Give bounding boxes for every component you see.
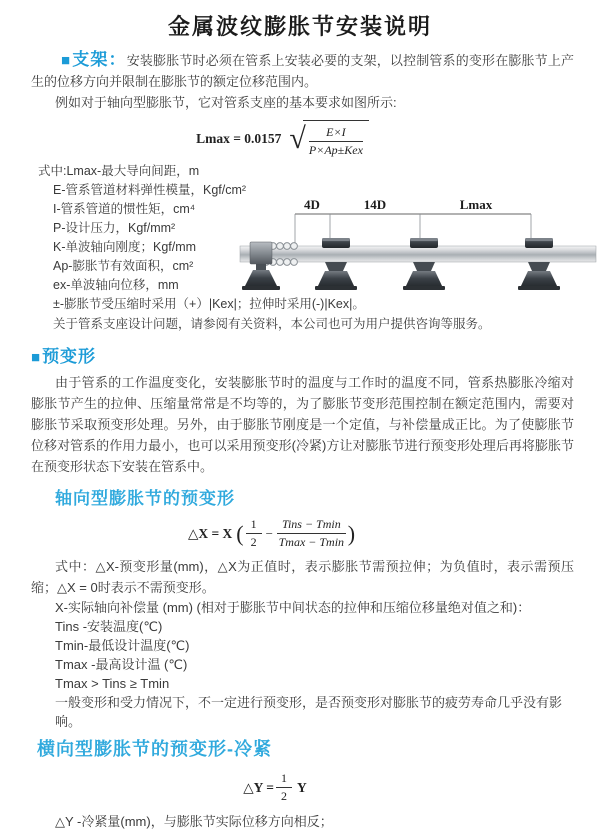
minus-operator: − bbox=[265, 525, 273, 541]
sqrt-body bbox=[303, 120, 369, 158]
lateral-preform-subheading: 横向型膨胀节的预变形-冷紧 bbox=[37, 739, 272, 759]
half-numerator: 1 bbox=[276, 771, 292, 788]
half-numerator: 1 bbox=[246, 517, 262, 534]
preform-section-heading bbox=[31, 347, 96, 366]
axial-preform-formula bbox=[31, 517, 514, 550]
open-paren: ( bbox=[236, 520, 244, 546]
variable-line: ±-膨胀节受压缩时采用（+）|Kex|；拉伸时采用(-)|Kex|。 bbox=[53, 297, 365, 311]
support-spacing-diagram bbox=[236, 196, 600, 298]
close-paren: ) bbox=[347, 520, 356, 546]
support-intro-paragraph bbox=[31, 49, 574, 92]
variable-line: ex-单波轴向位移，mm bbox=[53, 278, 179, 292]
axial-formula-lhs: △X = X bbox=[187, 525, 233, 541]
variable-line: P-设计压力，Kgf/mm² bbox=[53, 221, 176, 235]
document-content bbox=[0, 49, 600, 831]
support-note-line: 关于管系支座设计问题，请参阅有关资料，本公司也可为用户提供咨询等服务。 bbox=[53, 317, 491, 331]
variable-line: 式中:Lmax-最大导向间距，m bbox=[38, 164, 200, 178]
half-denominator: 2 bbox=[250, 535, 257, 549]
tmin-definition-line: Tmin-最低设计温度(℃) bbox=[55, 638, 190, 653]
lateral-formula-lhs: △Y = bbox=[243, 779, 274, 795]
half-denominator: 2 bbox=[280, 789, 287, 803]
temp-denominator: Tmax − Tmin bbox=[278, 535, 345, 549]
temperature-inequality-line: Tmax > Tins ≥ Tmin bbox=[55, 676, 170, 691]
variable-line: I-管系管道的惯性矩，cm⁴ bbox=[53, 202, 196, 216]
dim-label-14d: 14D bbox=[363, 197, 387, 212]
preform-section-heading-line bbox=[31, 346, 574, 368]
support-intro-text: 安装膨胀节时必须在管系上安装必要的支架，以控制管系的变形在膨胀节上产生的位移方向并限制在膨胀节的额定位移范围内。 bbox=[31, 53, 575, 89]
dim-label-lmax: Lmax bbox=[459, 197, 493, 212]
fatigue-note-line: 一般变形和受力情况下，不一定进行预变形，是否预变形对膨胀节的疲劳寿命几乎没有影响。 bbox=[55, 695, 563, 729]
variable-line: K-单波轴向刚度；Kgf/mm bbox=[53, 240, 197, 254]
support-example-line: 例如对于轴向型膨胀节，它对管系支座的基本要求如图所示: bbox=[55, 95, 397, 110]
temperature-fraction bbox=[277, 517, 346, 550]
axial-preform-subheading: 轴向型膨胀节的预变形 bbox=[55, 489, 235, 508]
preform-heading-label: 预变形 bbox=[42, 347, 97, 366]
temp-numerator: Tins − Tmin bbox=[277, 517, 346, 534]
support-section-heading bbox=[61, 50, 127, 69]
dim-label-4d: 4D bbox=[304, 197, 320, 212]
coldtight-definition-line: △Y -冷紧量(mm)，与膨胀节实际位移方向相反； bbox=[55, 814, 333, 829]
tmax-definition-line: Tmax -最高设计温 (℃) bbox=[55, 657, 188, 672]
fraction-denominator: P×Ap±Kex bbox=[308, 143, 363, 157]
lateral-formula-rhs: Y bbox=[296, 779, 307, 795]
lmax-fraction bbox=[309, 125, 363, 158]
half-fraction bbox=[246, 517, 262, 550]
document-page bbox=[0, 10, 600, 829]
axial-explain-paragraph: 式中：△X-预变形量(mm)，△X为正值时，表示膨胀节需预拉伸；为负值时，表示需预压缩；△X = 0时表示不需预变形。 bbox=[31, 559, 574, 595]
support-heading-label: 支架： bbox=[72, 50, 127, 69]
variable-line: E-管系管道材料弹性模量，Kgf/cm² bbox=[53, 183, 247, 197]
fraction-numerator: E×I bbox=[309, 125, 363, 142]
x-definition-line: X-实际轴向补偿量 (mm) (相对于膨胀节中间状态的拉伸和压缩位移量绝对值之和)： bbox=[55, 600, 531, 615]
page-title: 金属波纹膨胀节安装说明 bbox=[167, 14, 432, 39]
variable-line: Ap-膨胀节有效面积，cm² bbox=[53, 259, 194, 273]
section-square-icon: ■ bbox=[61, 52, 72, 69]
section-square-icon: ■ bbox=[31, 349, 42, 366]
preform-body-paragraph: 由于管系的工作温度变化，安装膨胀节时的温度与工作时的温度不同，管系热膨胀冷缩对膨胀节产生的拉伸、压缩量常常是不均等的，为了膨胀节变形范围控制在额定范围内，需要对膨胀节采取预变形处理。另外，由于膨胀节刚度是一个定值，与补偿量成正比。为了使膨胀节位移对管系的作用力最小，也可以采用预变形(冷紧)方让对膨胀节进行预变形处理后再将膨胀节在预变形状态下安装在管系中。 bbox=[31, 375, 574, 474]
lateral-preform-formula bbox=[31, 771, 519, 804]
lmax-formula bbox=[31, 120, 534, 158]
sqrt-radical-icon: √ bbox=[289, 122, 306, 155]
lmax-formula-lhs: Lmax = 0.0157 bbox=[196, 131, 282, 146]
half-fraction bbox=[276, 771, 292, 804]
tins-definition-line: Tins -安装温度(℃) bbox=[55, 619, 163, 634]
